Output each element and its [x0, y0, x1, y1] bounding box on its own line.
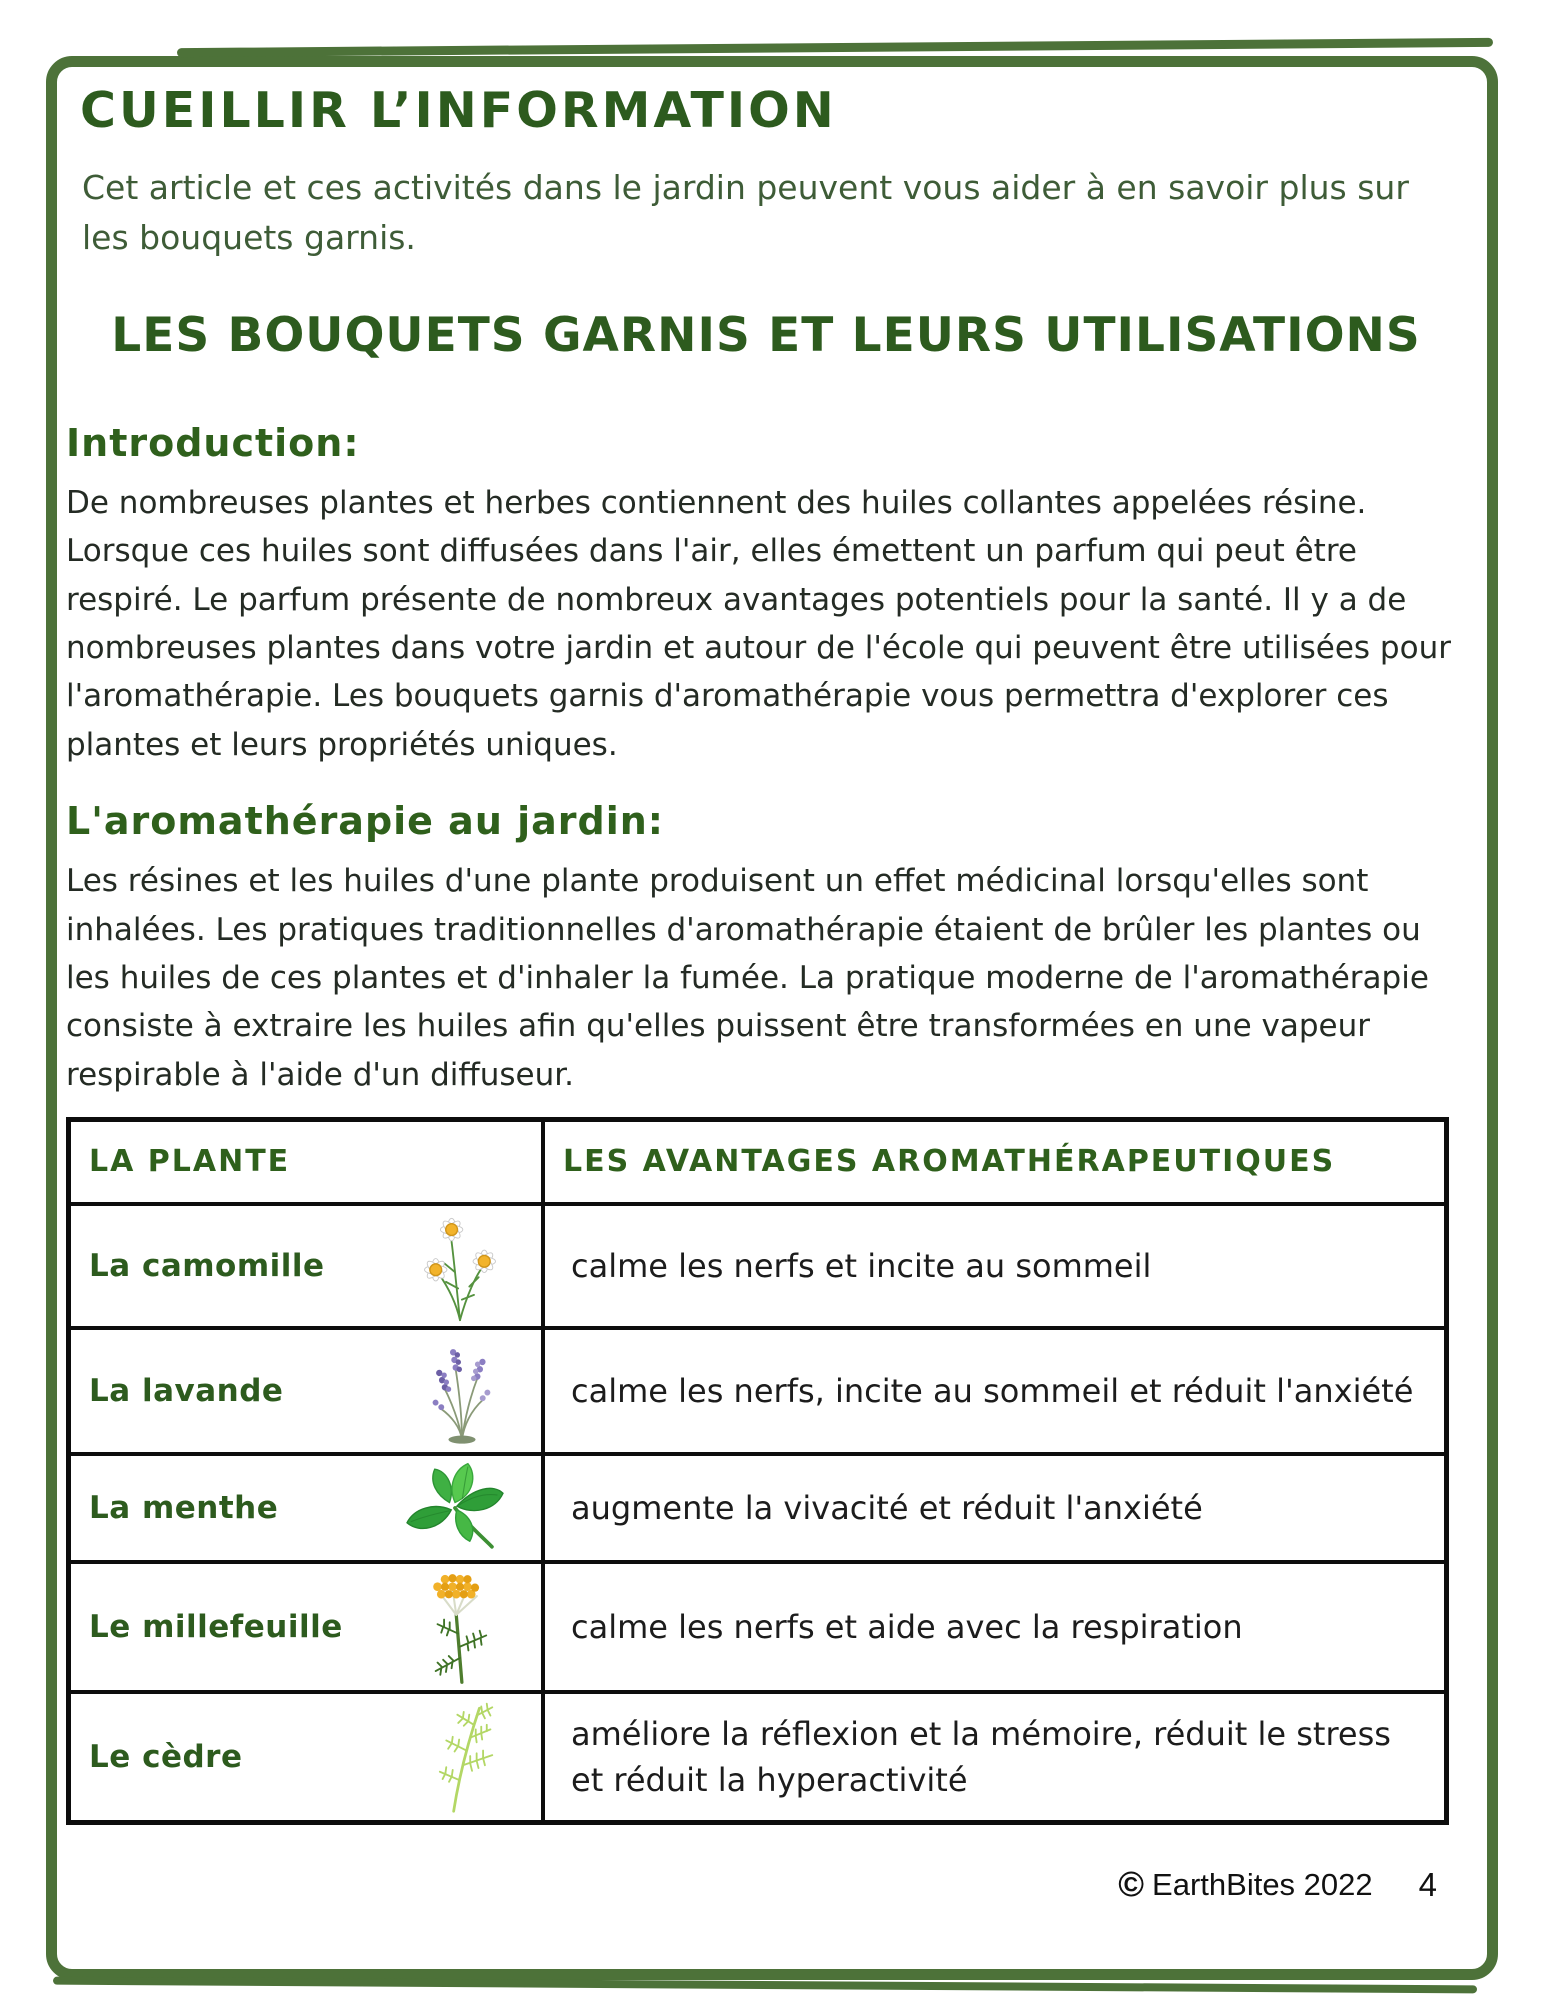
page-number: 4 — [1418, 1866, 1437, 1903]
copyright — [1118, 1867, 1372, 1903]
table-row — [69, 1328, 1447, 1454]
plant-benefit: calme les nerfs et aide avec la respiration — [543, 1562, 1447, 1692]
page-content — [66, 72, 1466, 1825]
page-title: CUEILLIR L’INFORMATION — [80, 82, 837, 139]
plant-name: Le millefeuille — [89, 1608, 343, 1645]
table-row — [69, 1562, 1447, 1692]
table-header-row — [69, 1119, 1447, 1204]
plant-name: Le cèdre — [89, 1738, 243, 1775]
section-body-introduction: De nombreuses plantes et herbes contiennent des huiles collantes appelées résine. Lorsque ces huiles sont diffusées dans l'air, elles émettent un parfum qui peut être respiré. Le parfum présente de nombreux avantages potentiels pour la santé. Il y a de nombreuses plantes dans votre jardin et autour de l'école qui peuvent être utilisées pour l'aromathérapie. Les bouquets garnis d'aromathérapie vous permettra d'explorer ces plantes et leurs propriétés uniques. — [66, 485, 1451, 763]
section-heading-introduction: Introduction: — [66, 421, 360, 465]
cedar-illustration — [415, 1698, 507, 1816]
section-body-aromatherapie: Les résines et les huiles d'une plante produisent un effet médicinal lorsqu'elles sont inhalées. Les pratiques traditionnelles d'aromathérapie étaient de brûler les plantes ou les huiles de ces plantes et d'inhaler la fumée. La pratique moderne de l'aromathérapie consiste à extraire les huiles afin qu'elles puissent être transformées en une vapeur respirable à l'aide d'un diffuseur. — [66, 863, 1429, 1093]
plant-name: La camomille — [89, 1247, 325, 1284]
article-heading: LES BOUQUETS GARNIS ET LEURS UTILISATIONS — [111, 308, 1421, 363]
yarrow-illustration — [413, 1568, 507, 1686]
lavender-illustration — [417, 1334, 507, 1448]
plant-benefit: calme les nerfs et incite au sommeil — [543, 1204, 1447, 1328]
intro-text: Cet article et ces activités dans le jardin peuvent vous aider à en savoir plus sur les bouquets garnis. — [82, 168, 1409, 257]
table-row — [69, 1454, 1447, 1562]
section-heading-aromatherapie: L'aromathérapie au jardin: — [66, 799, 664, 844]
plants-table — [66, 1117, 1449, 1825]
col-header-plant: LA PLANTE — [69, 1119, 544, 1204]
plant-benefit: calme les nerfs, incite au sommeil et réduit l'anxiété — [543, 1328, 1447, 1454]
plant-benefit: augmente la vivacité et réduit l'anxiété — [543, 1454, 1447, 1562]
col-header-benefits: LES AVANTAGES AROMATHÉRAPEUTIQUES — [543, 1119, 1447, 1204]
page-footer — [1118, 1866, 1437, 1904]
table-row — [69, 1204, 1447, 1328]
chamomile-illustration — [413, 1210, 507, 1322]
copyright-icon: © — [1118, 1865, 1145, 1904]
table-row — [69, 1692, 1447, 1823]
copyright-text: EarthBites 2022 — [1152, 1866, 1373, 1902]
plant-benefit: améliore la réflexion et la mémoire, réduit le stress et réduit la hyperactivité — [543, 1692, 1447, 1823]
plant-name: La lavande — [89, 1372, 284, 1409]
mint-illustration — [403, 1460, 507, 1556]
plant-name: La menthe — [89, 1489, 279, 1526]
